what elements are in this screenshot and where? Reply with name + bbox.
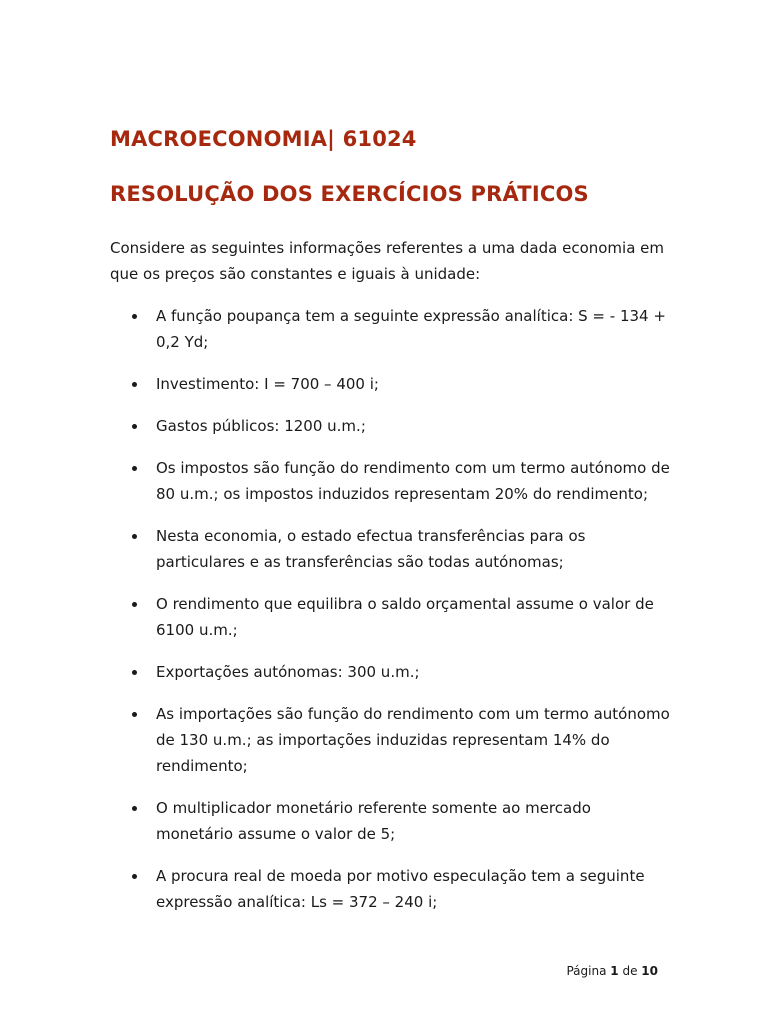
bullet-text: Nesta economia, o estado efectua transferências para os particulares e as transferências são todas autónomas; (156, 527, 586, 571)
bullet-icon (132, 806, 137, 811)
bullet-text: Exportações autónomas: 300 u.m.; (156, 663, 420, 681)
bullet-icon (132, 670, 137, 675)
bullet-text: O rendimento que equilibra o saldo orçamental assume o valor de 6100 u.m.; (156, 595, 654, 639)
intro-paragraph: Considere as seguintes informações referentes a uma dada economia em que os preços são constantes e iguais à unidade: (110, 239, 665, 283)
bullet-item (110, 413, 670, 439)
bullet-item (110, 863, 670, 915)
bullet-text: A procura real de moeda por motivo especulação tem a seguinte expressão analítica: Ls = 372 – 240 i; (156, 867, 645, 911)
bullet-text: Gastos públicos: 1200 u.m.; (156, 417, 366, 435)
bullet-item (110, 701, 670, 779)
bullet-text: Os impostos são função do rendimento com um termo autónomo de 80 u.m.; os impostos induzidos representam 20% do rendimento; (156, 459, 670, 503)
bullet-text: Investimento: I = 700 – 400 i; (156, 375, 379, 393)
page-number (566, 964, 658, 978)
page-label: Página (566, 964, 607, 978)
bullet-icon (132, 534, 137, 539)
bullet-icon (132, 466, 137, 471)
page-current: 1 (610, 964, 619, 978)
bullet-item (110, 455, 670, 507)
bullet-icon (132, 874, 137, 879)
page-total: 10 (641, 964, 658, 978)
document-subtitle: RESOLUÇÃO DOS EXERCÍCIOS PRÁTICOS (110, 182, 589, 206)
bullet-text: A função poupança tem a seguinte expressão analítica: S = - 134 + 0,2 Yd; (156, 307, 666, 351)
bullet-icon (132, 314, 137, 319)
bullet-text: As importações são função do rendimento com um termo autónomo de 130 u.m.; as importações induzidas representam 14% do rendimento; (156, 705, 670, 775)
bullet-item (110, 303, 670, 355)
bullet-item (110, 523, 670, 575)
bullet-item (110, 795, 670, 847)
bullet-list (110, 303, 670, 931)
bullet-item (110, 591, 670, 643)
bullet-item (110, 659, 670, 685)
bullet-text: O multiplicador monetário referente somente ao mercado monetário assume o valor de 5; (156, 799, 591, 843)
bullet-icon (132, 424, 137, 429)
bullet-item (110, 371, 670, 397)
bullet-icon (132, 712, 137, 717)
document-title: MACROECONOMIA| 61024 (110, 127, 417, 151)
page-of: de (622, 964, 638, 978)
bullet-icon (132, 602, 137, 607)
bullet-icon (132, 382, 137, 387)
